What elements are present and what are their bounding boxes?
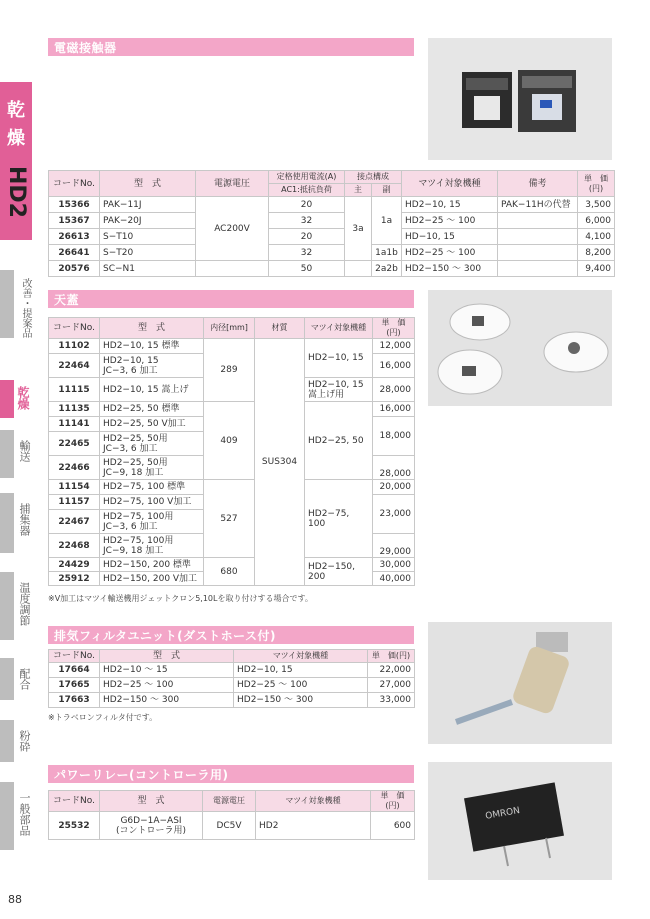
- model-cell: HD2−10, 15 JC−3, 6 加工: [100, 354, 204, 378]
- model-cell: S−T10: [100, 229, 196, 245]
- column-header: 電源電圧: [203, 791, 256, 812]
- sidebar-hd2-label: HD2: [4, 166, 29, 218]
- table-row: [49, 245, 615, 261]
- target-cell: HD2−25 〜 100: [402, 213, 498, 229]
- column-header: 単 価(円): [368, 650, 415, 663]
- main-contact-cell: 3a: [345, 197, 372, 261]
- code-cell: 11141: [49, 417, 100, 432]
- code-cell: 11115: [49, 378, 100, 402]
- section-header: 天蓋: [48, 290, 414, 308]
- price-cell: 33,000: [368, 693, 415, 708]
- table-row: [49, 480, 415, 495]
- sub-contact-cell: 1a1b: [372, 245, 402, 261]
- price-cell: 600: [371, 812, 415, 840]
- price-cell: 6,000: [578, 213, 615, 229]
- table-row: [49, 693, 415, 708]
- model-cell: HD2−150 〜 300: [100, 693, 234, 708]
- nav-label-haigo[interactable]: 配合: [18, 668, 31, 690]
- sidebar-category-char: 燥: [7, 128, 25, 149]
- target-cell: HD2−75, 100: [305, 480, 373, 558]
- remark-cell: [498, 229, 578, 245]
- table-row: [49, 812, 415, 840]
- price-cell: 12,000: [373, 339, 415, 354]
- code-cell: 20576: [49, 261, 100, 277]
- diameter-cell: 527: [204, 480, 255, 558]
- model-cell: HD2−25 〜 100: [100, 678, 234, 693]
- price-cell: 29,000: [373, 534, 415, 558]
- nav-label-kaizen[interactable]: 改善・提案品: [20, 278, 31, 338]
- nav-label-ondo[interactable]: 温度調節: [18, 582, 31, 626]
- current-cell: 20: [269, 197, 345, 213]
- nav-tab-yuso[interactable]: [0, 430, 14, 478]
- table-row: [49, 229, 615, 245]
- model-cell: HD2−10 〜 15: [100, 663, 234, 678]
- target-cell: HD2−25 〜 100: [234, 678, 368, 693]
- nav-tab-hoshuki[interactable]: [0, 493, 14, 553]
- filter-table: [48, 649, 415, 708]
- price-cell: 40,000: [373, 572, 415, 586]
- model-cell: HD2−75, 100 V加工: [100, 495, 204, 510]
- price-cell: 22,000: [368, 663, 415, 678]
- nav-tab-funsai[interactable]: [0, 720, 14, 762]
- code-cell: 17665: [49, 678, 100, 693]
- code-cell: 11157: [49, 495, 100, 510]
- nav-tab-kanso[interactable]: [0, 380, 14, 418]
- current-cell: 32: [269, 213, 345, 229]
- target-cell: HD2−10, 15 嵩上げ用: [305, 378, 373, 402]
- code-cell: 11135: [49, 402, 100, 417]
- nav-label-kanso[interactable]: 乾燥: [16, 386, 30, 410]
- lid-table: [48, 317, 415, 586]
- current-cell: 50: [269, 261, 345, 277]
- contactor-photo: [428, 38, 612, 160]
- column-header: コードNo.: [49, 791, 100, 812]
- nav-label-ippan[interactable]: 一般部品: [18, 792, 31, 836]
- model-cell: SC−N1: [100, 261, 196, 277]
- column-header: 型 式: [100, 318, 204, 339]
- table-row: [49, 558, 415, 572]
- current-cell: 32: [269, 245, 345, 261]
- code-cell: 22464: [49, 354, 100, 378]
- column-header: コードNo.: [49, 171, 100, 197]
- nav-tab-haigo[interactable]: [0, 658, 14, 700]
- model-cell: HD2−25, 50用 JC−3, 6 加工: [100, 432, 204, 456]
- code-cell: 25532: [49, 812, 100, 840]
- price-cell: 4,100: [578, 229, 615, 245]
- model-cell: HD2−25, 50 V加工: [100, 417, 204, 432]
- column-header: 定格使用電流(A): [269, 171, 345, 184]
- code-cell: 25912: [49, 572, 100, 586]
- target-cell: HD2−10, 15: [234, 663, 368, 678]
- model-cell: G6D−1A−ASI (コントローラ用): [100, 812, 203, 840]
- column-header: マツイ対象機種: [256, 791, 371, 812]
- nav-label-hoshuki[interactable]: 捕集器: [18, 503, 31, 536]
- voltage-cell: DC5V: [203, 812, 256, 840]
- column-header: マツイ対象機種: [234, 650, 368, 663]
- nav-label-yuso[interactable]: 輸送: [18, 440, 31, 462]
- table-row: [49, 678, 415, 693]
- sub-contact-cell: 2a2b: [372, 261, 402, 277]
- column-header: 型 式: [100, 650, 234, 663]
- column-header: マツイ対象機種: [305, 318, 373, 339]
- target-cell: HD2−150 〜 300: [402, 261, 498, 277]
- model-cell: HD2−10, 15 標準: [100, 339, 204, 354]
- footnote: ※トラベロンフィルタ付です。: [48, 713, 158, 722]
- filter-unit-photo: [428, 622, 612, 744]
- relay-table: [48, 790, 415, 840]
- voltage-cell: [196, 261, 269, 277]
- voltage-cell: AC200V: [196, 197, 269, 261]
- remark-cell: [498, 245, 578, 261]
- section-header: パワーリレー(コントローラ用): [48, 765, 414, 783]
- code-cell: 11102: [49, 339, 100, 354]
- price-cell: 28,000: [373, 456, 415, 480]
- column-header: 単 価(円): [578, 171, 615, 197]
- relay-photo: [428, 762, 612, 880]
- price-cell: 20,000: [373, 480, 415, 495]
- column-header: 備考: [498, 171, 578, 197]
- diameter-cell: 680: [204, 558, 255, 586]
- diameter-cell: 289: [204, 339, 255, 402]
- code-cell: 22466: [49, 456, 100, 480]
- target-cell: HD2: [256, 812, 371, 840]
- lid-photo: [428, 290, 612, 406]
- column-header: コードNo.: [49, 650, 100, 663]
- column-header: 接点構成: [345, 171, 402, 184]
- target-cell: HD2−10, 15: [402, 197, 498, 213]
- column-header: 単 価(円): [371, 791, 415, 812]
- svg-text:OMRON: OMRON: [484, 805, 521, 822]
- column-header: マツイ対象機種: [402, 171, 498, 197]
- model-cell: HD2−25, 50 標準: [100, 402, 204, 417]
- model-cell: PAK−11J: [100, 197, 196, 213]
- price-cell: 28,000: [373, 378, 415, 402]
- column-header: 単 価(円): [373, 318, 415, 339]
- code-cell: 17664: [49, 663, 100, 678]
- model-cell: HD2−75, 100用 JC−9, 18 加工: [100, 534, 204, 558]
- price-cell: 23,000: [373, 495, 415, 534]
- price-cell: 16,000: [373, 402, 415, 417]
- table-row: [49, 663, 415, 678]
- model-cell: HD2−25, 50用 JC−9, 18 加工: [100, 456, 204, 480]
- nav-tab-ondo[interactable]: [0, 572, 14, 640]
- model-cell: HD2−75, 100 標準: [100, 480, 204, 495]
- target-cell: HD2−150, 200: [305, 558, 373, 586]
- code-cell: 22465: [49, 432, 100, 456]
- column-header: 型 式: [100, 791, 203, 812]
- section-header: 排気フィルタユニット(ダストホース付): [48, 626, 414, 644]
- code-cell: 15366: [49, 197, 100, 213]
- model-cell: HD2−150, 200 標準: [100, 558, 204, 572]
- column-header: 型 式: [100, 171, 196, 197]
- column-header: 主: [345, 184, 372, 197]
- model-cell: PAK−20J: [100, 213, 196, 229]
- price-cell: 18,000: [373, 417, 415, 456]
- price-cell: 30,000: [373, 558, 415, 572]
- nav-tab-kaizen[interactable]: [0, 270, 14, 338]
- column-header: 副: [372, 184, 402, 197]
- target-cell: HD−10, 15: [402, 229, 498, 245]
- remark-cell: PAK−11Hの代替: [498, 197, 578, 213]
- diameter-cell: 409: [204, 402, 255, 480]
- model-cell: S−T20: [100, 245, 196, 261]
- price-cell: 8,200: [578, 245, 615, 261]
- column-header: 内径[mm]: [204, 318, 255, 339]
- target-cell: HD2−25, 50: [305, 402, 373, 480]
- price-cell: 27,000: [368, 678, 415, 693]
- code-cell: 11154: [49, 480, 100, 495]
- price-cell: 3,500: [578, 197, 615, 213]
- code-cell: 22467: [49, 510, 100, 534]
- target-cell: HD2−25 〜 100: [402, 245, 498, 261]
- table-row: [49, 402, 415, 417]
- target-cell: HD2−10, 15: [305, 339, 373, 378]
- nav-label-funsai[interactable]: 粉砕: [18, 730, 31, 752]
- sub-contact-cell: 1a: [372, 197, 402, 245]
- code-cell: 26613: [49, 229, 100, 245]
- page-number: 88: [8, 893, 22, 906]
- column-header: 材質: [255, 318, 305, 339]
- column-header: AC1:抵抗負荷: [269, 184, 345, 197]
- section-header: 電磁接触器: [48, 38, 414, 56]
- table-row: [49, 197, 615, 213]
- column-header: 電源電圧: [196, 171, 269, 197]
- current-cell: 20: [269, 229, 345, 245]
- code-cell: 26641: [49, 245, 100, 261]
- table-row: [49, 261, 615, 277]
- code-cell: 24429: [49, 558, 100, 572]
- price-cell: 9,400: [578, 261, 615, 277]
- sidebar-category-char: 乾: [7, 100, 25, 121]
- price-cell: 16,000: [373, 354, 415, 378]
- code-cell: 22468: [49, 534, 100, 558]
- material-cell: SUS304: [255, 339, 305, 586]
- main-contact-cell: [345, 261, 372, 277]
- remark-cell: [498, 261, 578, 277]
- model-cell: HD2−150, 200 V加工: [100, 572, 204, 586]
- code-cell: 15367: [49, 213, 100, 229]
- nav-tab-ippan[interactable]: [0, 782, 14, 850]
- footnote: ※V加工はマツイ輸送機用ジェットクロン5,10Lを取り付けする場合です。: [48, 594, 313, 603]
- target-cell: HD2−150 〜 300: [234, 693, 368, 708]
- code-cell: 17663: [49, 693, 100, 708]
- remark-cell: [498, 213, 578, 229]
- model-cell: HD2−75, 100用 JC−3, 6 加工: [100, 510, 204, 534]
- contactor-table: [48, 170, 615, 277]
- model-cell: HD2−10, 15 嵩上げ: [100, 378, 204, 402]
- column-header: コードNo.: [49, 318, 100, 339]
- table-row: [49, 339, 415, 354]
- table-row: [49, 213, 615, 229]
